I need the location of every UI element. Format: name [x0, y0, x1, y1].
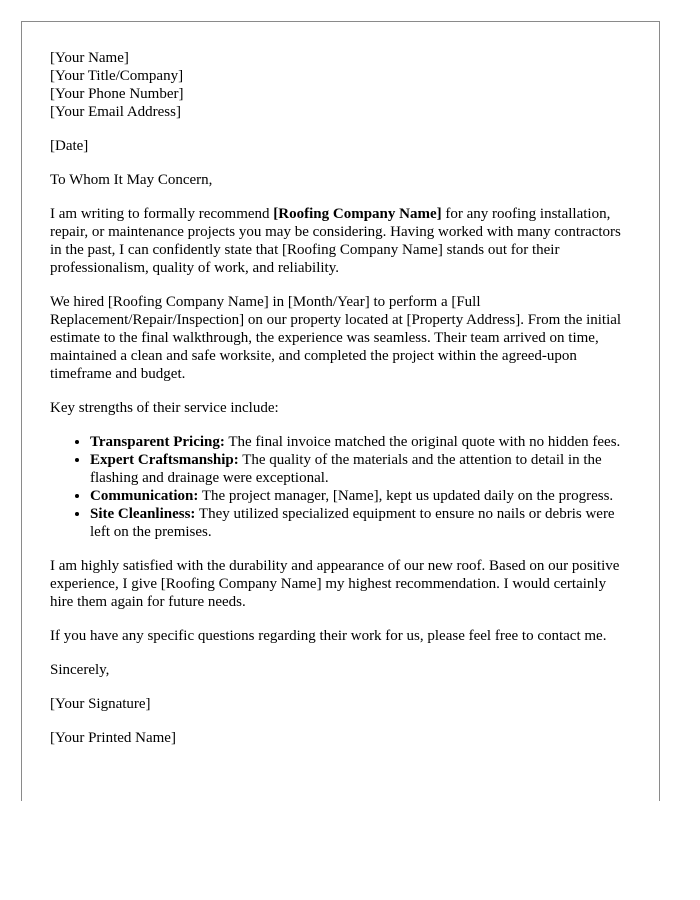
printed-name: [Your Printed Name]: [50, 730, 176, 746]
strength-text: The final invoice matched the original quote with no hidden fees.: [224, 434, 621, 450]
paragraph-recommendation: [50, 205, 632, 277]
company-name-bold: [Roofing Company Name]: [273, 206, 442, 222]
closing: Sincerely,: [50, 662, 110, 678]
paragraph-contact: If you have any specific questions regarding their work for us, please feel free to contact me.: [50, 628, 607, 644]
paragraph1-before: I am writing to formally recommend: [50, 206, 274, 222]
list-item-communication: [90, 487, 632, 505]
signature: [Your Signature]: [50, 696, 151, 712]
paragraph-satisfaction: I am highly satisfied with the durability and appearance of our new roof. Based on our positive experience, I give [Roofing Company Name] my highest recommendation. I would certainly hire them again for future needs.: [50, 558, 620, 610]
sender-name: [Your Name]: [50, 50, 129, 66]
strength-text: They utilized specialized equipment to ensure no nails or debris were left on the premises.: [90, 506, 615, 540]
letter-page: [21, 21, 660, 801]
list-item-transparent-pricing: [90, 433, 632, 451]
list-item-expert-craftsmanship: [90, 451, 632, 487]
sender-title-company: [Your Title/Company]: [50, 68, 184, 84]
strength-label: Expert Craftsmanship:: [90, 452, 239, 468]
paragraph-experience: We hired [Roofing Company Name] in [Month/Year] to perform a [Full Replacement/Repair/Inspection] on our property located at [Property Address]. From the initial estimate to the final walkthrough, the experience was seamless. Their team arrived on time, maintained a clean and safe worksite, and completed the project within the agreed-upon timeframe and budget.: [50, 294, 622, 382]
strength-text: The quality of the materials and the attention to detail in the flashing and drainage were exceptional.: [90, 452, 602, 486]
strengths-list: [50, 433, 632, 541]
sender-email: [Your Email Address]: [50, 104, 181, 120]
list-item-site-cleanliness: [90, 505, 632, 541]
strength-text: The project manager, [Name], kept us updated daily on the progress.: [198, 488, 614, 504]
paragraph1-after: for any roofing installation, repair, or maintenance projects you may be considering. Having worked with many contractors in the past, I can confidently state that [Roofing Company Name] stands out for their professionalism, quality of work, and reliability.: [50, 206, 621, 276]
sender-block: [50, 49, 632, 121]
strength-label: Transparent Pricing:: [90, 434, 225, 450]
strength-label: Communication:: [90, 488, 199, 504]
strengths-intro: Key strengths of their service include:: [50, 400, 279, 416]
letter-date: [Date]: [50, 138, 89, 154]
sender-phone: [Your Phone Number]: [50, 86, 184, 102]
letter-body: [50, 49, 632, 763]
strength-label: Site Cleanliness:: [90, 506, 196, 522]
salutation: To Whom It May Concern,: [50, 172, 213, 188]
